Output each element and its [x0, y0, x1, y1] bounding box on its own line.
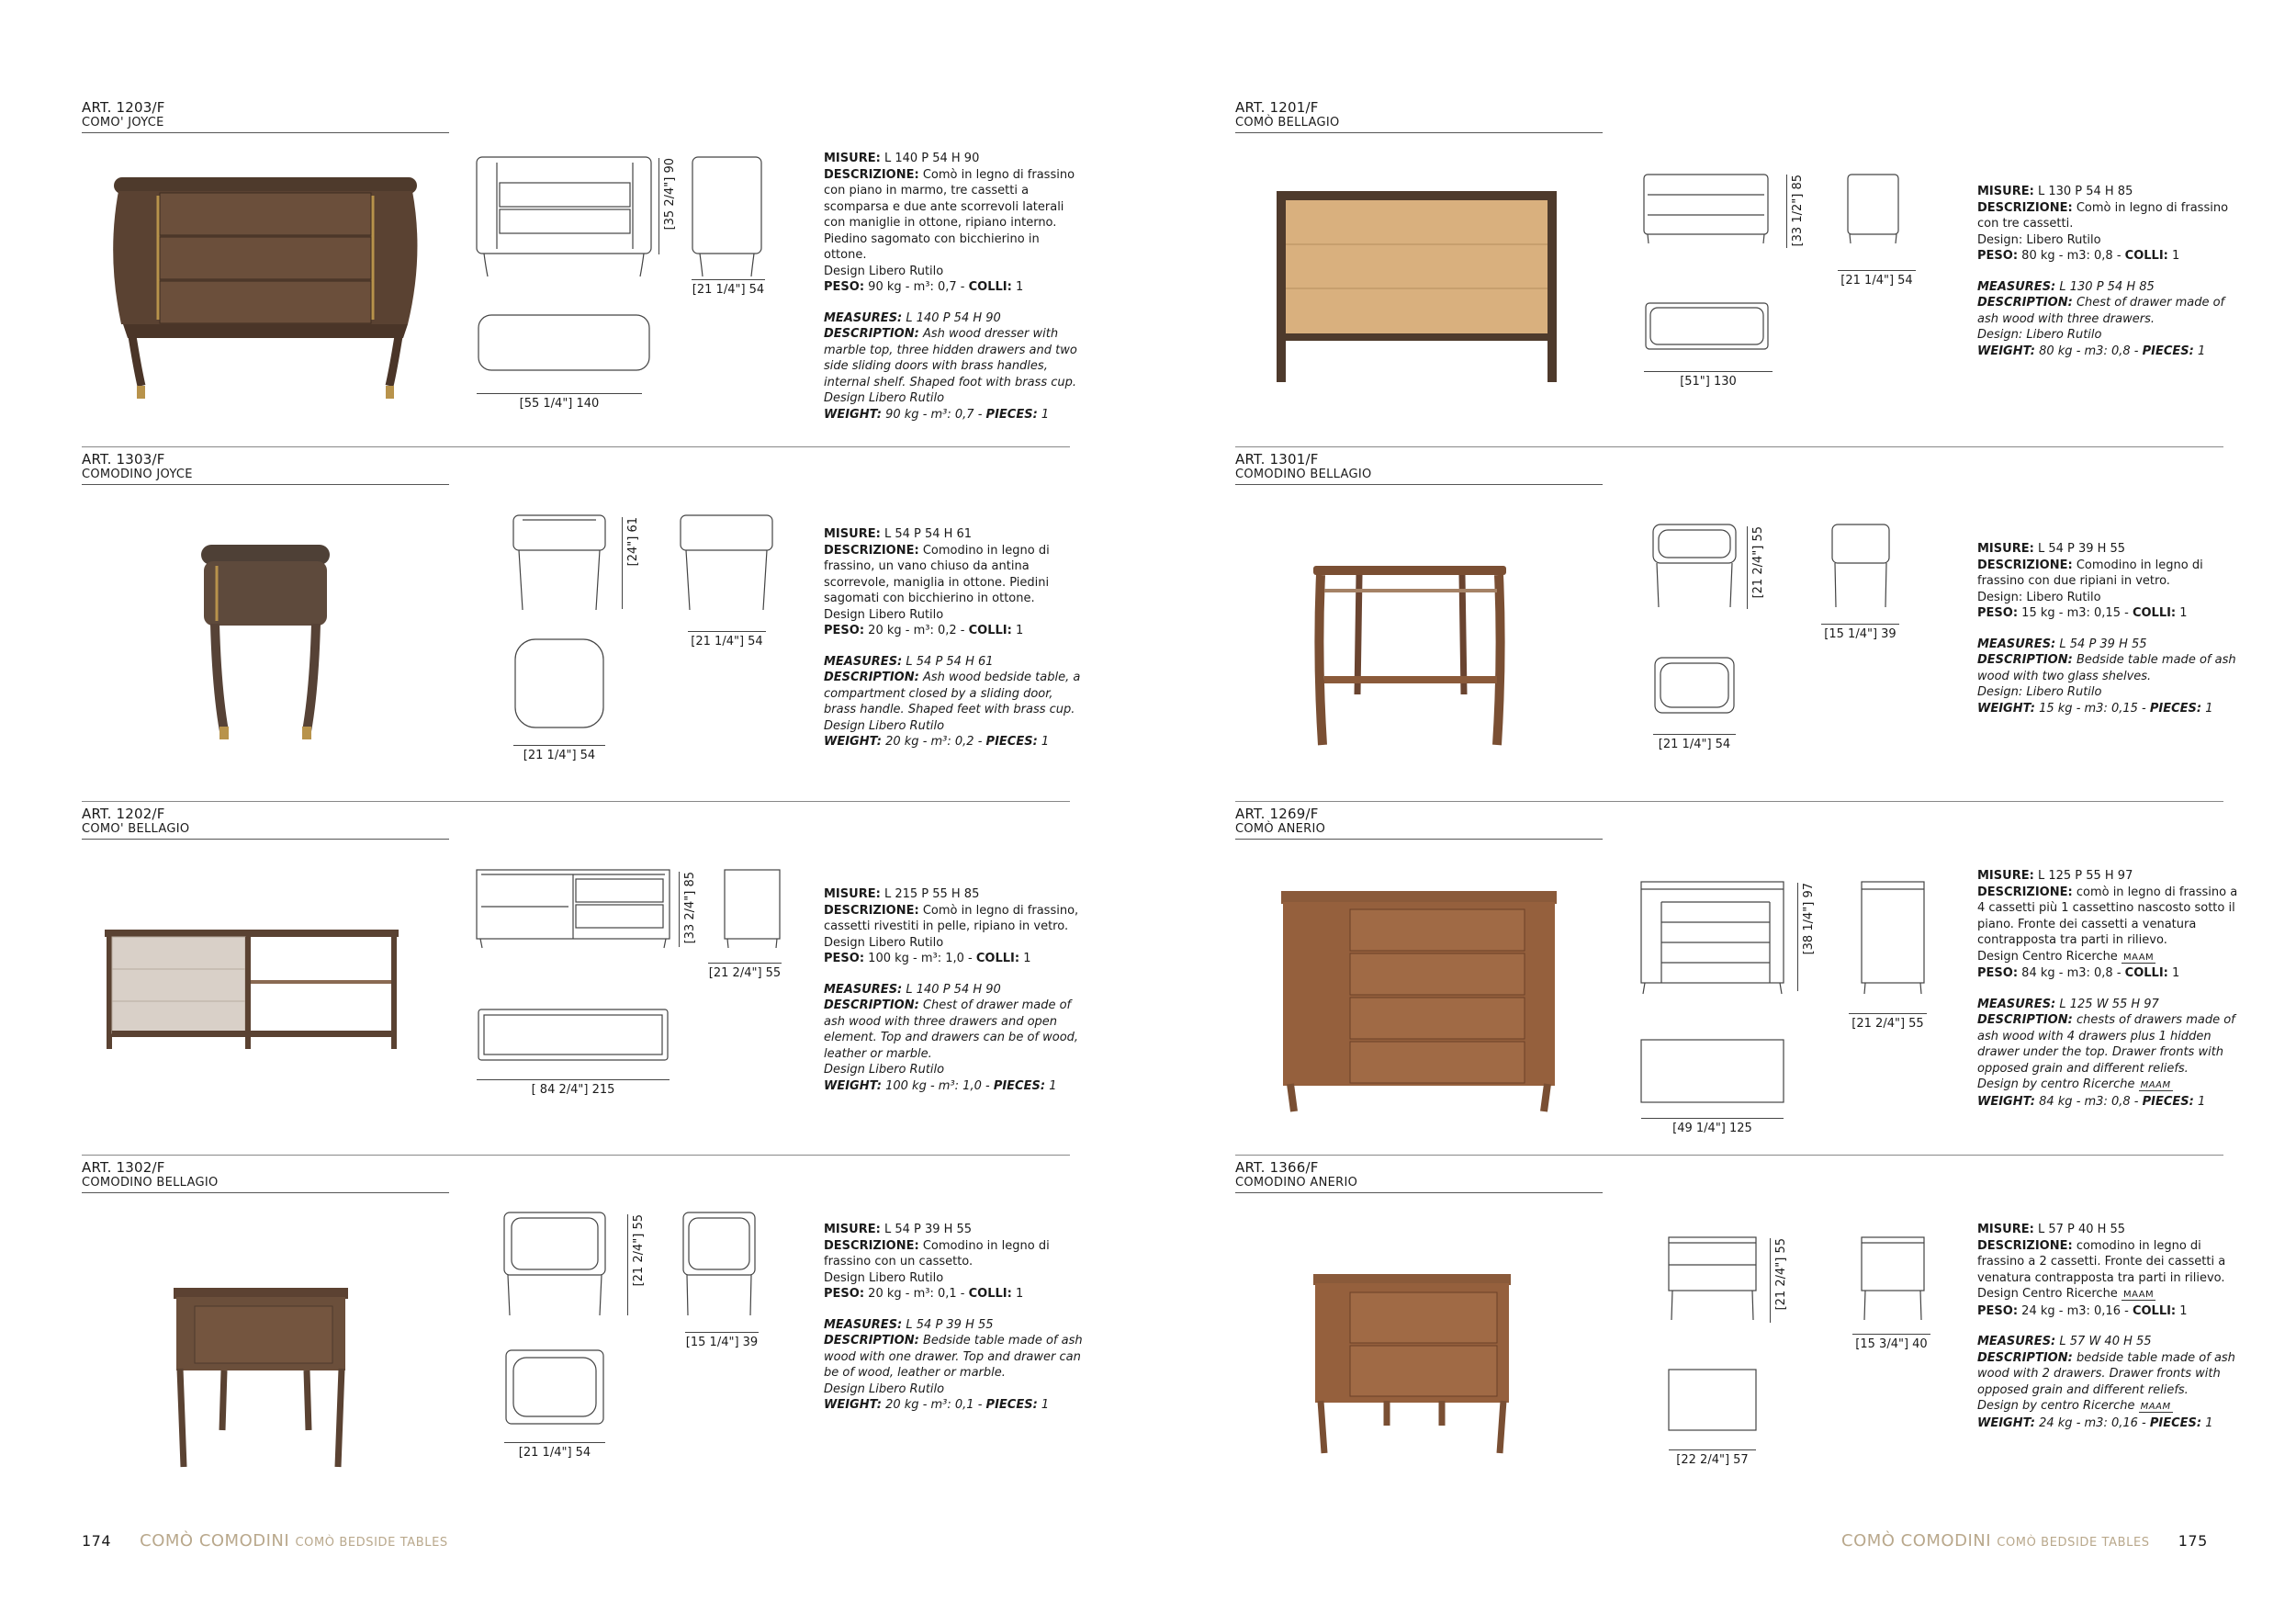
section-title: COMÒ COMODINI [140, 1531, 290, 1551]
product-photo [1277, 191, 1561, 393]
product-header [82, 99, 449, 133]
footer-right [1841, 1531, 2208, 1551]
product-name: COMO' JOYCE [82, 116, 164, 130]
article-code: ART. 1303/F [82, 451, 165, 468]
product-header [82, 451, 449, 485]
product-name: COMO' BELLAGIO [82, 822, 190, 836]
dimension-width: [21 1/4"] 54 [1653, 734, 1736, 751]
separator [82, 1155, 1070, 1156]
technical-drawing [477, 157, 789, 368]
product-description: MISURE: L 130 P 54 H 85 DESCRIZIONE: Comò in legno di frassino con tre cassetti. Design: Libero Rutilo PESO: 80 kg - m3: 0,8 - COLLI: 1 MEASURES: L 130 P 54 H 85 DESCRIPTION: Chest of drawer made of ash wood with three drawers. Design: Libero Rutilo WEIGHT: 80 kg - m3: 0,8 - PIECES: 1 [1977, 185, 2229, 358]
product-description: MISURE: L 140 P 54 H 90 DESCRIZIONE: Comò in legno di frassino con piano in marmo, tre cassetti a scomparsa e due ante scorrevoli laterali con maniglie in ottone, ripiano interno. Piedino sagomato con bicchierino in ottone. Design Libero Rutilo PESO: 90 kg - m³: 0,7 - COLLI: 1 MEASURES: L 140 P 54 H 90 DESCRIPTION: Ash wood dresser with marble top, three hidden drawers and two side sliding doors with brass handles, internal shelf. Shaped foot with brass cup. Design Libero Rutilo WEIGHT: 90 kg - m³: 0,7 - PIECES: 1 [824, 152, 1077, 422]
product-card [1235, 806, 2238, 1145]
page-number: 175 [2178, 1532, 2208, 1550]
dimension-width: [21 1/4"] 54 [504, 1442, 605, 1460]
technical-drawing [1641, 882, 1944, 1102]
section-subtitle: COMÒ BEDSIDE TABLES [1997, 1536, 2150, 1550]
dimension-depth: [21 1/4"] 54 [688, 631, 766, 648]
article-code: ART. 1203/F [82, 99, 165, 116]
product-description: MISURE: L 57 P 40 H 55 DESCRIZIONE: comodino in legno di frassino a 2 cassetti. Fronte dei cassetti a venatura contrapposta tra parti in rilievo. Design Centro Ricerche MAAM PESO: 24 kg - m3: 0,16 - COLLI: 1 MEASURES: L 57 W 40 H 55 DESCRIPTION: bedside table made of ash wood with 2 drawers. Drawer fronts with opposed grain and different reliefs. Design by centro Ricerche MAAM WEIGHT: 24 kg - m3: 0,16 - PIECES: 1 [1977, 1223, 2235, 1430]
footer-left [82, 1531, 448, 1551]
article-code: ART. 1269/F [1235, 806, 1319, 822]
product-photo [105, 930, 408, 1058]
article-code: ART. 1301/F [1235, 451, 1319, 468]
product-card [82, 99, 1077, 439]
dimension-height: [38 1/4"] 97 [1797, 883, 1798, 991]
dimension-height: [21 2/4"] 55 [1770, 1238, 1771, 1323]
dimension-depth: [15 1/4"] 39 [685, 1332, 759, 1349]
dimension-depth: [21 2/4"] 55 [708, 963, 782, 980]
product-card [1235, 99, 2227, 439]
article-code: ART. 1302/F [82, 1159, 165, 1176]
maam-logo: MAAM [2122, 952, 2155, 963]
product-photo [1313, 566, 1515, 750]
product-name: COMODINO BELLAGIO [82, 1176, 219, 1190]
product-description: MISURE: L 54 P 54 H 61 DESCRIZIONE: Comodino in legno di frassino, un vano chiuso da antina scorrevole, maniglia in ottone. Piedini sagomati con bicchierino in ottone. Design Libero Rutilo PESO: 20 kg - m³: 0,2 - COLLI: 1 MEASURES: L 54 P 54 H 61 DESCRIPTION: Ash wood bedside table, a compartment closed by a sliding door, brass handle. Shaped feet with brass cup. Design Libero Rutilo WEIGHT: 20 kg - m³: 0,2 - PIECES: 1 [824, 527, 1081, 749]
product-description: MISURE: L 54 P 39 H 55 DESCRIZIONE: Comodino in legno di frassino con un cassetto. Design Libero Rutilo PESO: 20 kg - m³: 0,1 - COLLI: 1 MEASURES: L 54 P 39 H 55 DESCRIPTION: Bedside table made of ash wood with one drawer. Top and drawer can be of wood, leather or marble. Design Libero Rutilo WEIGHT: 20 kg - m³: 0,1 - PIECES: 1 [824, 1223, 1083, 1412]
product-name: COMÒ BELLAGIO [1235, 116, 1340, 130]
product-photo [105, 173, 435, 485]
dimension-width: [49 1/4"] 125 [1641, 1118, 1784, 1135]
product-photo [1313, 1274, 1515, 1458]
dimension-height: [33 1/2"] 85 [1786, 175, 1787, 248]
product-photo [197, 543, 343, 745]
product-card [82, 451, 1081, 791]
product-card [82, 1159, 1083, 1499]
product-header [1235, 806, 1603, 840]
dimension-height: [24"] 61 [622, 517, 623, 609]
product-card [82, 806, 1079, 1145]
separator [1235, 1155, 2223, 1156]
dimension-width: [21 1/4"] 54 [513, 745, 605, 762]
dimension-depth: [21 2/4"] 55 [1849, 1013, 1927, 1031]
separator [1235, 801, 2223, 802]
maam-logo: MAAM [2140, 1080, 2171, 1090]
dimension-width: [ 84 2/4"] 215 [477, 1079, 670, 1097]
dimension-height: [33 2/4"] 85 [679, 872, 680, 947]
section-subtitle: COMÒ BEDSIDE TABLES [295, 1536, 448, 1550]
technical-drawing [513, 515, 789, 736]
dimension-depth: [21 1/4"] 54 [692, 279, 765, 297]
product-header [82, 806, 449, 840]
separator [82, 801, 1070, 802]
product-name: COMODINO ANERIO [1235, 1176, 1358, 1190]
dimension-width: [51"] 130 [1644, 371, 1773, 389]
product-card [1235, 1159, 2235, 1499]
product-card [1235, 451, 2236, 791]
dimension-width: [55 1/4"] 140 [477, 393, 642, 411]
product-photo [1281, 891, 1557, 1111]
product-description: MISURE: L 215 P 55 H 85 DESCRIZIONE: Comò in legno di frassino, cassetti rivestiti in pelle, ripiano in vetro. Design Libero Rutilo PESO: 100 kg - m³: 1,0 - COLLI: 1 MEASURES: L 140 P 54 H 90 DESCRIPTION: Chest of drawer made of ash wood with three drawers and open element. Top and drawers can be of wood, leather or marble. Design Libero Rutilo WEIGHT: 100 kg - m³: 1,0 - PIECES: 1 [824, 887, 1079, 1093]
product-header [1235, 451, 1603, 485]
product-photo [169, 1288, 353, 1472]
product-description: MISURE: L 125 P 55 H 97 DESCRIZIONE: comò in legno di frassino a 4 cassetti più 1 cassettino nascosto sotto il piano. Fronte dei cassetti a venatura contrapposta tra parti in rilievo. Design Centro Ricerche MAAM PESO: 84 kg - m3: 0,8 - COLLI: 1 MEASURES: L 125 W 55 H 97 DESCRIPTION: chests of drawers made of ash wood with 4 drawers plus 1 hidden drawer under the top. Drawer fronts with opposed grain and different reliefs. Design by centro Ricerche MAAM WEIGHT: 84 kg - m3: 0,8 - PIECES: 1 [1977, 869, 2238, 1109]
maam-logo: MAAM [2122, 1290, 2155, 1300]
product-header [1235, 1159, 1603, 1193]
section-title: COMÒ COMODINI [1841, 1531, 1992, 1551]
product-name: COMODINO JOYCE [82, 468, 193, 481]
product-header [1235, 99, 1603, 133]
article-code: ART. 1201/F [1235, 99, 1319, 116]
product-header [82, 1159, 449, 1193]
dimension-depth: [15 3/4"] 40 [1852, 1334, 1930, 1351]
product-name: COMODINO BELLAGIO [1235, 468, 1372, 481]
dimension-height: [35 2/4"] 90 [658, 158, 659, 254]
product-name: COMÒ ANERIO [1235, 822, 1326, 836]
dimension-width: [22 2/4"] 57 [1669, 1449, 1756, 1467]
dimension-height: [21 2/4"] 55 [1747, 526, 1748, 609]
dimension-depth: [21 1/4"] 54 [1838, 270, 1916, 288]
article-code: ART. 1202/F [82, 806, 165, 822]
article-code: ART. 1366/F [1235, 1159, 1319, 1176]
dimension-depth: [15 1/4"] 39 [1821, 624, 1899, 641]
page-number: 174 [82, 1532, 112, 1550]
maam-logo: MAAM [2140, 1402, 2171, 1412]
product-description: MISURE: L 54 P 39 H 55 DESCRIZIONE: Comodino in legno di frassino con due ripiani in vetro. Design: Libero Rutilo PESO: 15 kg - m3: 0,15 - COLLI: 1 MEASURES: L 54 P 39 H 55 DESCRIPTION: Bedside table made of ash wood with two glass shelves. Design: Libero Rutilo WEIGHT: 15 kg - m3: 0,15 - PIECES: 1 [1977, 542, 2236, 716]
dimension-height: [21 2/4"] 55 [627, 1214, 628, 1315]
separator [1235, 446, 2223, 447]
